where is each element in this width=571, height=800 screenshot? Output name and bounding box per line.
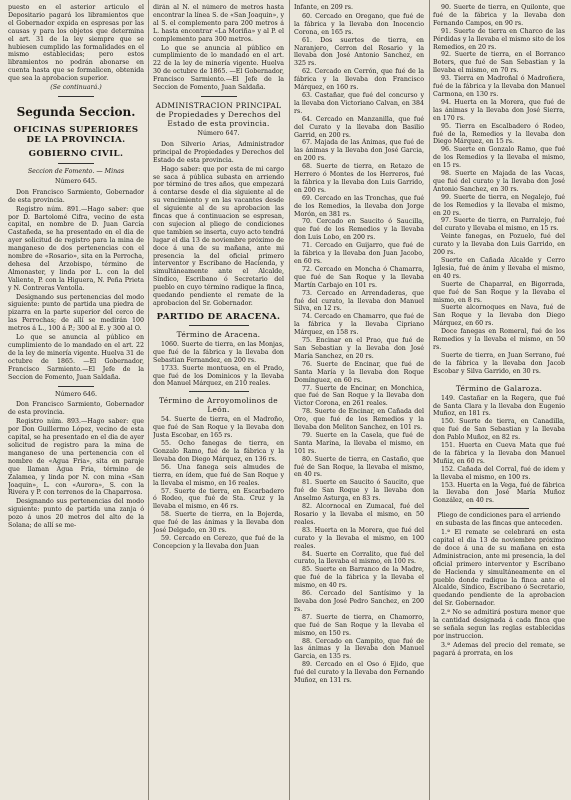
- separator: [189, 325, 249, 326]
- notice-paragraph: Designando sus pertenencias del modo siguiente: punto de partida una zanja ó pozo á unos 20 metros del alto de la Solana; de allí se me-: [8, 498, 144, 530]
- property-entry: Infante, en 209 rs.: [294, 4, 353, 11]
- column-rule: [429, 0, 430, 800]
- property-entry: Suerte alcornoques en Nava, fué de San Roque y la llevaba don Diego Márquez, en 60 rs.: [433, 304, 565, 328]
- property-entry: 99. Suerte de tierra, en Negalejo, fué de los Remedios y la llevaba el mismo, en 20 rs.: [433, 193, 565, 217]
- separator: [58, 386, 94, 387]
- property-entry: 78. Suerte de Encinar, en Cañada del Oro, que fué de los Remedios y la llevaba don Meliton Sanchez, en 101 rs.: [294, 408, 424, 432]
- property-entry: 86. Cercado del Santísimo y la llevaba don José Pedro Sanchez, en 200 rs.: [294, 590, 424, 613]
- property-entry: 70. Cercado en Saucito ó Saucilla, que fué de los Remedios y la llevaba don Luis Lobo, en 200 rs.: [294, 218, 424, 242]
- property-entry: 98. Suerte en Majada de las Vacas, que fué del curato y la llevaba don José Antonio Sanchez, en 30 rs.: [433, 170, 565, 193]
- fomento-line: Seccion de Fomento. — Minas: [27, 167, 125, 175]
- notice-paragraph: Don Francisco Sarmiento, Gobernador de esta provincia.: [8, 401, 144, 417]
- government-heading: GOBIERNO CIVIL.: [28, 148, 124, 159]
- property-entry: 55. Ocho fanegas de tierra, en Gonzalo Ramo, fué de la fábrica y la llevaba don Diego Márquez, en 136 rs.: [153, 440, 284, 463]
- property-entry: 1060. Suerte de tierra, en las Monjas, que fué de la fábrica y la llevaba don Sebastian Fernandez, en 200 rs.: [153, 340, 284, 364]
- separator: [58, 163, 94, 164]
- notice-number: Número 647.: [197, 129, 240, 137]
- column-3: [294, 4, 424, 685]
- property-entry: 59. Cercado en Cerezo, que fué de la Concepcion y la llevaba don Juan: [153, 534, 284, 550]
- property-entry: 73. Cercado en Arrendaderas, que fué del curato, la llevaba don Manuel Silva, en 12 rs.: [294, 289, 424, 313]
- property-entry: 60. Cercado en Oregano, que fué de la fábrica y la llevaba don Inocencio Corona, en 165 rs.: [294, 12, 424, 36]
- property-entry: 75. Encinar en el Prao, que fué de San Sebastian y la llevaba don José María Sanchez, en 20 rs.: [294, 337, 424, 360]
- property-entry: 81. Suerte en Saucito ó Saucito, que fué de San Roque y la llevaba don Anselmo Asturga, en 83 rs.: [294, 479, 424, 503]
- condition-paragraph: 3.ª Ademas del precio del remate, se pagará á prorrata, en los: [433, 641, 565, 657]
- property-entry: 92. Suerte de tierra, en el Borranco Boters, que fué de San Sebastian y la llevaba el mismo, en 70 rs.: [433, 51, 565, 75]
- notice-paragraph: Lo que se anuncia al público en cumplimiento de lo mandado en el art. 22 de la ley de minería vigente. Huelva 30 de octubre de 1865. —El Gobernador, Francisco Sarmiento.—El Jefe de la Seccion de Fomento, Juan Saldaña.: [153, 44, 284, 92]
- offices-heading: OFICINAS SUPERIORES DE LA PROVINCIA.: [13, 124, 139, 145]
- property-entry: 77. Suerte de Encinar, en Monchica, que fué de San Roque y la llevaba don Victor Corona, en 261 reales.: [294, 384, 424, 408]
- property-entry: 56. Una fanega seis almudes de tierra, en ídem, que fué de San Roque y la llevaba el mismo, en 16 reales.: [153, 463, 284, 487]
- condition-paragraph: 2.ª No se admitirá postura menor que la cantidad designada á cada finca que se señala segun las reglas establecidas por instruccion.: [433, 609, 565, 640]
- notice-number: Número 646.: [54, 390, 98, 398]
- property-entry: 63. Castañar, que fué del concurso y la llevaba don Victoriano Calvan, en 384 rs.: [294, 91, 424, 115]
- column-rule: [148, 0, 149, 800]
- property-entry: 62. Cercado en Cerrón, que fué de la fábrica y la llevaba don Francisco Márquez, en 160 rs.: [294, 68, 424, 92]
- property-entry: 150. Suerte de tierra, en Canadilla, que fué de San Sebastian y la llevaba don Pablo Muñoz, en 82 rs.: [433, 418, 565, 442]
- notice-paragraph: dirán al N. el número de metros hasta encontrar la línea S. de «San Joaquin», y al S. el complemento para 200 metros á L. hasta encontrar «La Moriña» y al P. el complemento para 300 metros.: [153, 4, 284, 43]
- partido-heading: PARTIDO DE ARACENA.: [156, 311, 281, 322]
- property-entry: 87. Suerte de tierra, en Chamorro, que fué de San Roque y la llevaba el mismo, en 150 rs.: [294, 613, 424, 637]
- property-entry: 67. Majada de las Ánimas, que fué de las ánimas y la llevaba don José Garcia, en 200 rs.: [294, 139, 424, 163]
- property-entry: Veinte fanegas, en Pozuelo, fué del curato y la llevaba don Luis Garrido, en 200 rs.: [433, 233, 565, 257]
- property-entry: 149. Castañar en la Regera, que fué de Santa Clara y la llevaba don Eugenio Muñoz, en 181 rs.: [433, 394, 565, 418]
- property-entry: Suerte en Cañada Alcalde y Cerro Iglesia, fué de ánim y llevaba el mismo, en 40 rs.: [433, 257, 565, 280]
- termino-heading: Término de Aracena.: [176, 329, 261, 339]
- property-entry: Suerte de Chaparral, en Bigorrada, que fué de San Roque y la llevaba el mismo, en 8 rs.: [433, 280, 565, 304]
- separator: [189, 391, 249, 392]
- property-entry: 84. Suerte en Corralito, que fué del curato, la llevaba el mismo, en 100 rs.: [294, 550, 424, 566]
- termino-heading: Término de Galaroza.: [455, 383, 543, 393]
- termino-heading: Término de Arroyomolinos de León.: [159, 396, 278, 415]
- notice-paragraph: Hago saber: que por esta de mi cargo se saca á pública subasta en arriendo por término de tres años, que empezará á contarse desde el dia siguiente al de su vencimiento y en las vacantes desde el siguiente al de su aprobacion las fincas que á continuacion se espresan, con sujecion al pliego de condiciones que tambien se inserta, cuyo acto tendrá lugar el dia 13 de noviembre próximo de doce á una de su mañana, ante mi presencia la del oficial primero interventor y Escribano de Hacienda, y simultáneamente ante el Alcalde, Síndico, Escribano ó Secretario del pueblo en cuyo término radique la finca, quedando pendiente el remate de la aprobacion del Sr. Gobernador.: [153, 165, 284, 307]
- property-entry: 151. Huerta en Cueva Mata que fué de la fábrica y la llevaba don Manuel Muñiz, en 60 rs.: [433, 442, 565, 465]
- notice-paragraph: Registro núm. 891.—Hago saber: que por D. Bartolomé Cifra, vecino de esta capital, en nombre de D. Juan García Castañeda, se ha presentado en el dia de ayer solicitud de registro para la mina de manganeso de dos pertenencias con el nombre de «Rosario», sita en la Perrocha, dehesa del Arzobispo, término de Almonaster, y linda por L. con la del Valiente, P. con la Higuera, N. Peña Prieta y N. Contreras Ventolla.: [8, 205, 144, 292]
- property-entry: 1733. Suerte montuosa, en el Prado, que fué de los Dominicos y la llevaba don Manuel Márquez, en 210 reales.: [153, 364, 284, 388]
- notice-number: Número 645.: [54, 177, 98, 185]
- notice-paragraph: Registro núm. 893.—Hago saber: que por Don Guillermo López, vecino de esta capital, se ha presentado en el dia de ayer solicitud de registro para la mina de manganeso de una pertenencia con el nombre de «Agua Fria», sita en paraje que llaman Agua Fria, término de Zalamea, y linda por N. con mina «San Joaquin», L. con «Aurora», S. con la Rivera y P. con terrenos de la Chaparrosa.: [8, 418, 144, 497]
- conditions-heading: Pliego de condiciones para el arriendo en subasta de las fincas que anteceden.: [435, 512, 563, 528]
- column-1: [8, 4, 144, 531]
- administration-heading: ADMINISTRACION PRINCIPAL de Propiedades y Derechos del Estado de esta provincia.: [155, 100, 282, 128]
- continuation-note: (Se continuará.): [50, 84, 102, 92]
- condition-paragraph: 1.ª El remate se celebrará en esta capital el dia 13 de noviembre próximo de doce á una de su mañana en esta Administracion, ante mi presencia, la del oficial primero interventor y Escribano de Hacienda y simultáneamente en el pueblo donde radique la finca ante el Alcalde, Síndico, Escribano ó Secretario, quedando pendiente de la aprobacion del Sr. Gobernador.: [433, 529, 565, 608]
- separator: [201, 96, 237, 97]
- separator: [58, 96, 94, 97]
- property-entry: 80. Suerte de tierra, en Castaño, que fué de San Roque, la llevaba el mismo, en 40 rs.: [294, 455, 424, 479]
- notice-paragraph: Don Silverio Arias, Administrador principal de Propiedades y Derechos del Estado de esta provincia.: [153, 140, 284, 164]
- property-entry: 61. Dos suertes de tierra, en Naranjero, Cerron del Rosario y la llevaba don José Antonio Sanchez, en 325 rs.: [294, 36, 424, 68]
- notice-paragraph: Designando sus pertenencias del modo siguiente: punto de partida una piedra de pizarra en la parte superior del cerco de las Perrochas; de allí se medirán 100 metros á L., 100 á P.; 300 al E. y 300 al O.: [8, 293, 144, 333]
- property-entry: 89. Cercado en el Oso ó Ejido, que fué del curato y la llevaba don Fernando Muñoz, en 131 rs.: [294, 661, 424, 685]
- property-entry: 85. Suerte en Barranco de la Madre, que fué de la fábrica y la llevaba el mismo, en 40 rs.: [294, 566, 424, 590]
- property-entry: Doce fanegas en Romeral, fué de los Remedios y la llevaba el mismo, en 50 rs.: [433, 328, 565, 351]
- property-entry: Suerte de tierra, en Juan Serrano, fué de la fábrica y la llevaba don Jacob Escobar y Silva Garrido, en 30 rs.: [433, 351, 565, 375]
- property-entry: 69. Cercado en las Tronchas, que fué de los Remedios, la llevaba don Jorge Morón, en 381 rs.: [294, 194, 424, 218]
- column-rule: [289, 0, 290, 800]
- property-entry: 82. Alcornocal en Zumacal, fué del Rosario y la llevaba el mismo, en 50 reales.: [294, 503, 424, 526]
- column-2: [153, 4, 284, 551]
- property-entry: 96. Suerte en Gonzalo Ramo, que fué de los Remedios y la llevaba el mismo, en 15 rs.: [433, 146, 565, 170]
- intro-paragraph: puesto en el asterior articulo el Depositario pagará los libramientos que el Gobernador expida en espresas por las causas y para los objetos que determina el art. 31 de la ley siempre que se hubiesen cumplido las formalidades en el mismo establecidas; pero estos libramientos no podrán abonarse en cuenta hasta que se formalicen, obtenida que sea la aprobacion superior.: [8, 4, 144, 83]
- property-entry: 58. Suerte de tierra, en la Bojerda, que fué de las ánimas y la llevaba don José Delgado, en 30 rs.: [153, 511, 284, 535]
- property-entry: 152. Cañada del Corral, fué de idem y la llevaba el mismo, en 100 rs.: [433, 465, 565, 481]
- property-entry: 74. Cercado en Chamarro, que fué de la fábrica y la llevaba Cipriano Márquez, en 158 rs.: [294, 313, 424, 337]
- property-entry: 64. Cercado en Manzanilla, que fué del Curato y la llevaba don Basilio Garrid, en 200 rs.: [294, 115, 424, 139]
- separator: [469, 379, 529, 380]
- separator: [469, 508, 529, 509]
- property-entry: 91. Suerte de tierra en Charco de las Pérdidas y la llevaba el mismo sito de los Remedios, en 20 rs.: [433, 27, 565, 51]
- column-4: [433, 4, 565, 659]
- property-entry: 83. Huerta en la Morera, que fué del curato y la llevaba el mismo, en 100 reales.: [294, 526, 424, 550]
- property-entry: 71. Cercado en Guijarro, que fué de la fábrica y la llevaba don Juan Jacobo, en 60 rs.: [294, 242, 424, 265]
- property-entry: 153. Huerta en la Vega, fué de fábrica la llevaba don José María Muñoz González, en 40 rs.: [433, 481, 565, 505]
- notice-paragraph: Don Francisco Sarmiento, Gobernador de esta provincia.: [8, 188, 144, 204]
- section-title: Segunda Seccion.: [16, 104, 136, 119]
- property-entry: 88. Cercado en Campito, que fué de las ánimas y la llevaba don Manuel Garcia, en 135 rs.: [294, 637, 424, 661]
- property-entry: 90. Suerte de tierra, en Quilonte, que fué de la fábrica y la llevaba don Fernando Campos, en 90 rs.: [433, 4, 565, 27]
- property-entry: 97. Suerte de tierra, en Parralejo, fué del curato y llevaba el mismo, en 15 rs.: [433, 217, 565, 233]
- property-entry: 68. Suerte de tierra, en Retazo de Herrero ó Montes de los Herreros, fué la fábrica y la llevaba don Luis Garrido, en 200 rs.: [294, 163, 424, 194]
- property-entry: 54. Suerte de tierra, en el Madroño, que fué de San Roque y la llevaba don Justa Escobar, en 165 rs.: [153, 416, 284, 440]
- property-entry: 72. Cercado en Moncha ó Chamarra, que fué de San Roque y la llevaba Martín Carbajo en 101 rs.: [294, 265, 424, 289]
- property-entry: 79. Suerte en la Casela, que fué de Santa Marina, la llevaba el mismo, en 101 rs.: [294, 431, 424, 455]
- property-entry: 94. Huerta en la Morera, que fué de las ánimas y la llevaba don José Sierra, en 170 rs.: [433, 98, 565, 122]
- property-entry: 95. Tierra en Escalbadero ó Rodeo, fué de la, Remedios y la llevaba don Diego Márquez, en 15 rs.: [433, 122, 565, 146]
- notice-paragraph: Lo que se anuncia al público en cumplimiento de lo mandado en el art. 22 de la ley de minería vigente. Huelva 31 de octubre de 1865. —El Gobernador, Francisco Sarmiento.—El Jefe de la Seccion de Fomento, Juan Saldaña.: [8, 334, 144, 381]
- property-entry: 57. Suerte de tierra, en Escarbadero ó Rodeo, que fué de Sta. Cruz y la llevaba el mismo, en 46 rs.: [153, 487, 284, 511]
- property-entry: 93. Tierra en Madroñal ó Madroñera, fué de la fábrica y la llevaba don Manuel Carmona, en 130 rs.: [433, 75, 565, 98]
- property-entry: 76. Suerte de Encinar, que fué de Santa María y la llevaba don Roque Domínguez, en 60 rs.: [294, 360, 424, 384]
